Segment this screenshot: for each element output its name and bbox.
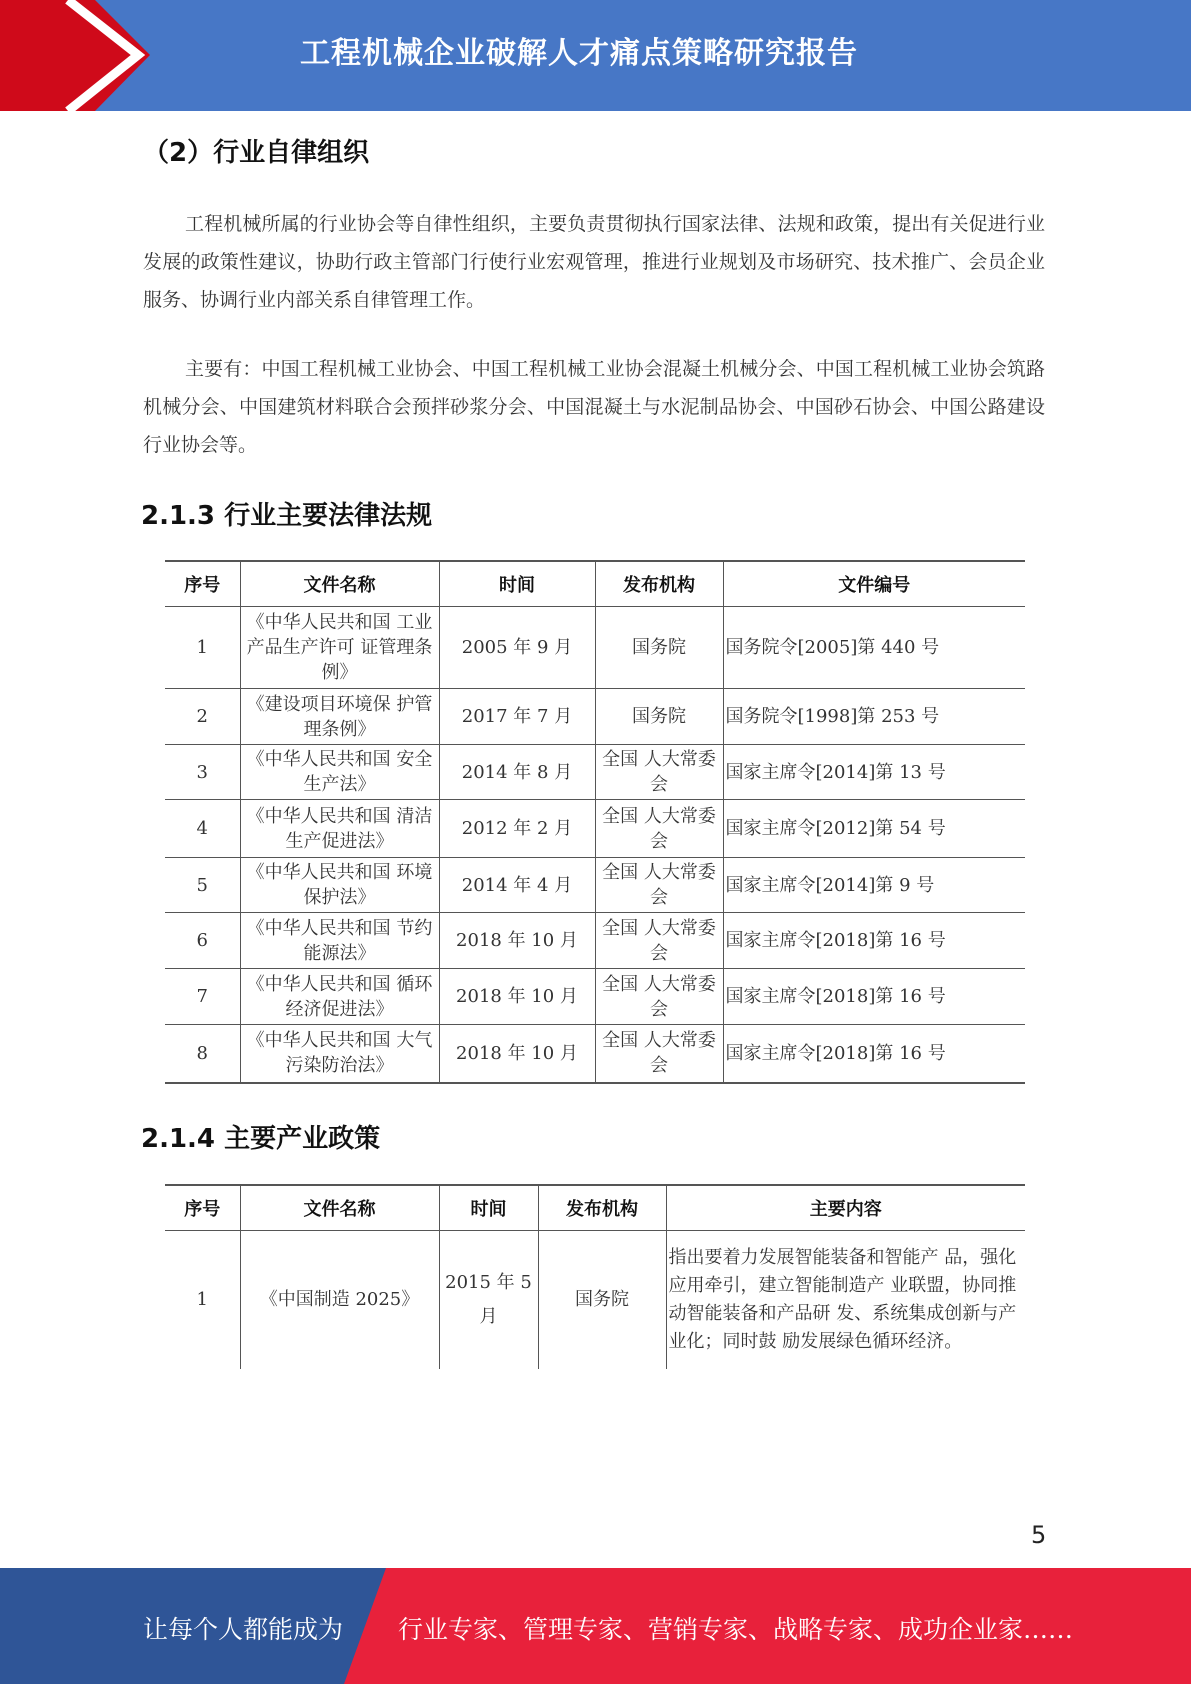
report-title: 工程机械企业破解人才痛点策略研究报告	[300, 36, 858, 71]
column-header: 序号	[165, 561, 240, 607]
column-header: 文件编号	[723, 561, 1025, 607]
table-cell: 《中华人民共和国 环境保护法》	[240, 858, 439, 913]
table-cell: 国务院	[538, 1231, 666, 1369]
table-cell: 全国 人大常委会	[595, 858, 723, 913]
section-heading-self-regulatory: （2）行业自律组织	[143, 138, 370, 168]
table-cell: 2017 年 7 月	[439, 689, 595, 745]
table-cell: 8	[165, 1025, 240, 1083]
table-row	[165, 913, 1025, 969]
table-cell: 国家主席令[2018]第 16 号	[723, 969, 1025, 1025]
column-header: 文件名称	[240, 1185, 439, 1231]
table-cell: 4	[165, 800, 240, 858]
table-cell: 2015 年 5 月	[439, 1231, 538, 1369]
column-header: 序号	[165, 1185, 240, 1231]
table-cell: 2018 年 10 月	[439, 1025, 595, 1083]
table-cell: 《中华人民共和国 工业产品生产许可 证管理条例》	[240, 607, 439, 689]
table-cell: 《中华人民共和国 清洁生产促进法》	[240, 800, 439, 858]
table-header-row	[165, 1185, 1025, 1231]
table-cell: 2018 年 10 月	[439, 913, 595, 969]
table-row	[165, 745, 1025, 800]
table-cell: 2014 年 4 月	[439, 858, 595, 913]
table-cell: 《中国制造 2025》	[240, 1231, 439, 1369]
table-header-row	[165, 561, 1025, 607]
table-row	[165, 800, 1025, 858]
footer-slogan-left: 让每个人都能成为	[143, 1615, 344, 1644]
table-row	[165, 1025, 1025, 1083]
table-cell: 国家主席令[2014]第 13 号	[723, 745, 1025, 800]
table-cell: 2005 年 9 月	[439, 607, 595, 689]
table-cell: 6	[165, 913, 240, 969]
table-cell: 1	[165, 1231, 240, 1369]
table-cell: 《中华人民共和国 安全生产法》	[240, 745, 439, 800]
page-footer	[0, 1568, 1191, 1684]
column-header: 时间	[439, 561, 595, 607]
table-cell: 2	[165, 689, 240, 745]
laws-table	[165, 560, 1025, 1084]
table-row	[165, 689, 1025, 745]
table-cell: 2018 年 10 月	[439, 969, 595, 1025]
table-cell: 国家主席令[2014]第 9 号	[723, 858, 1025, 913]
table-cell: 国务院	[595, 607, 723, 689]
table-cell: 指出要着力发展智能装备和智能产 品，强化应用牵引，建立智能制造产 业联盟，协同推动智能装备和产品研 发、系统集成创新与产业化；同时鼓 励发展绿色循环经济。	[666, 1231, 1025, 1369]
table-cell: 全国 人大常委会	[595, 745, 723, 800]
paragraph-association-duties: 工程机械所属的行业协会等自律性组织，主要负责贯彻执行国家法律、法规和政策，提出有关促进行业发展的政策性建议，协助行政主管部门行使行业宏观管理，推进行业规划及市场研究、技术推广、会员企业服务、协调行业内部关系自律管理工作。	[143, 213, 1045, 311]
footer-slogan-right: 行业专家、管理专家、营销专家、战略专家、成功企业家……	[398, 1615, 1074, 1644]
table-cell: 《建设项目环境保 护管理条例》	[240, 689, 439, 745]
column-header: 主要内容	[666, 1185, 1025, 1231]
table-cell: 国家主席令[2018]第 16 号	[723, 913, 1025, 969]
table-cell: 全国 人大常委会	[595, 913, 723, 969]
table-cell: 国务院	[595, 689, 723, 745]
table-cell: 国务院令[2005]第 440 号	[723, 607, 1025, 689]
table-cell: 2012 年 2 月	[439, 800, 595, 858]
table-row	[165, 607, 1025, 689]
table-row	[165, 969, 1025, 1025]
table-cell: 国家主席令[2012]第 54 号	[723, 800, 1025, 858]
table-cell: 《中华人民共和国 大气污染防治法》	[240, 1025, 439, 1083]
page-number: 5	[1031, 1521, 1047, 1549]
table-cell: 5	[165, 858, 240, 913]
policy-table	[165, 1184, 1025, 1369]
table-cell: 国家主席令[2018]第 16 号	[723, 1025, 1025, 1083]
table-cell: 3	[165, 745, 240, 800]
table-row	[165, 1231, 1025, 1369]
page-header	[0, 0, 1191, 111]
section-heading-industry-policy: 2.1.4 主要产业政策	[141, 1124, 381, 1154]
column-header: 发布机构	[538, 1185, 666, 1231]
table-cell: 7	[165, 969, 240, 1025]
table-cell: 《中华人民共和国 循环经济促进法》	[240, 969, 439, 1025]
column-header: 时间	[439, 1185, 538, 1231]
table-cell: 《中华人民共和国 节约能源法》	[240, 913, 439, 969]
table-cell: 2014 年 8 月	[439, 745, 595, 800]
table-cell: 1	[165, 607, 240, 689]
table-cell: 全国 人大常委会	[595, 800, 723, 858]
section-heading-laws: 2.1.3 行业主要法律法规	[141, 501, 433, 531]
table-cell: 国务院令[1998]第 253 号	[723, 689, 1025, 745]
table-cell: 全国 人大常委会	[595, 969, 723, 1025]
column-header: 文件名称	[240, 561, 439, 607]
paragraph-association-list: 主要有：中国工程机械工业协会、中国工程机械工业协会混凝土机械分会、中国工程机械工业协会筑路机械分会、中国建筑材料联合会预拌砂浆分会、中国混凝土与水泥制品协会、中国砂石协会、中国公路建设行业协会等。	[143, 358, 1045, 456]
column-header: 发布机构	[595, 561, 723, 607]
table-row	[165, 858, 1025, 913]
table-cell: 全国 人大常委会	[595, 1025, 723, 1083]
